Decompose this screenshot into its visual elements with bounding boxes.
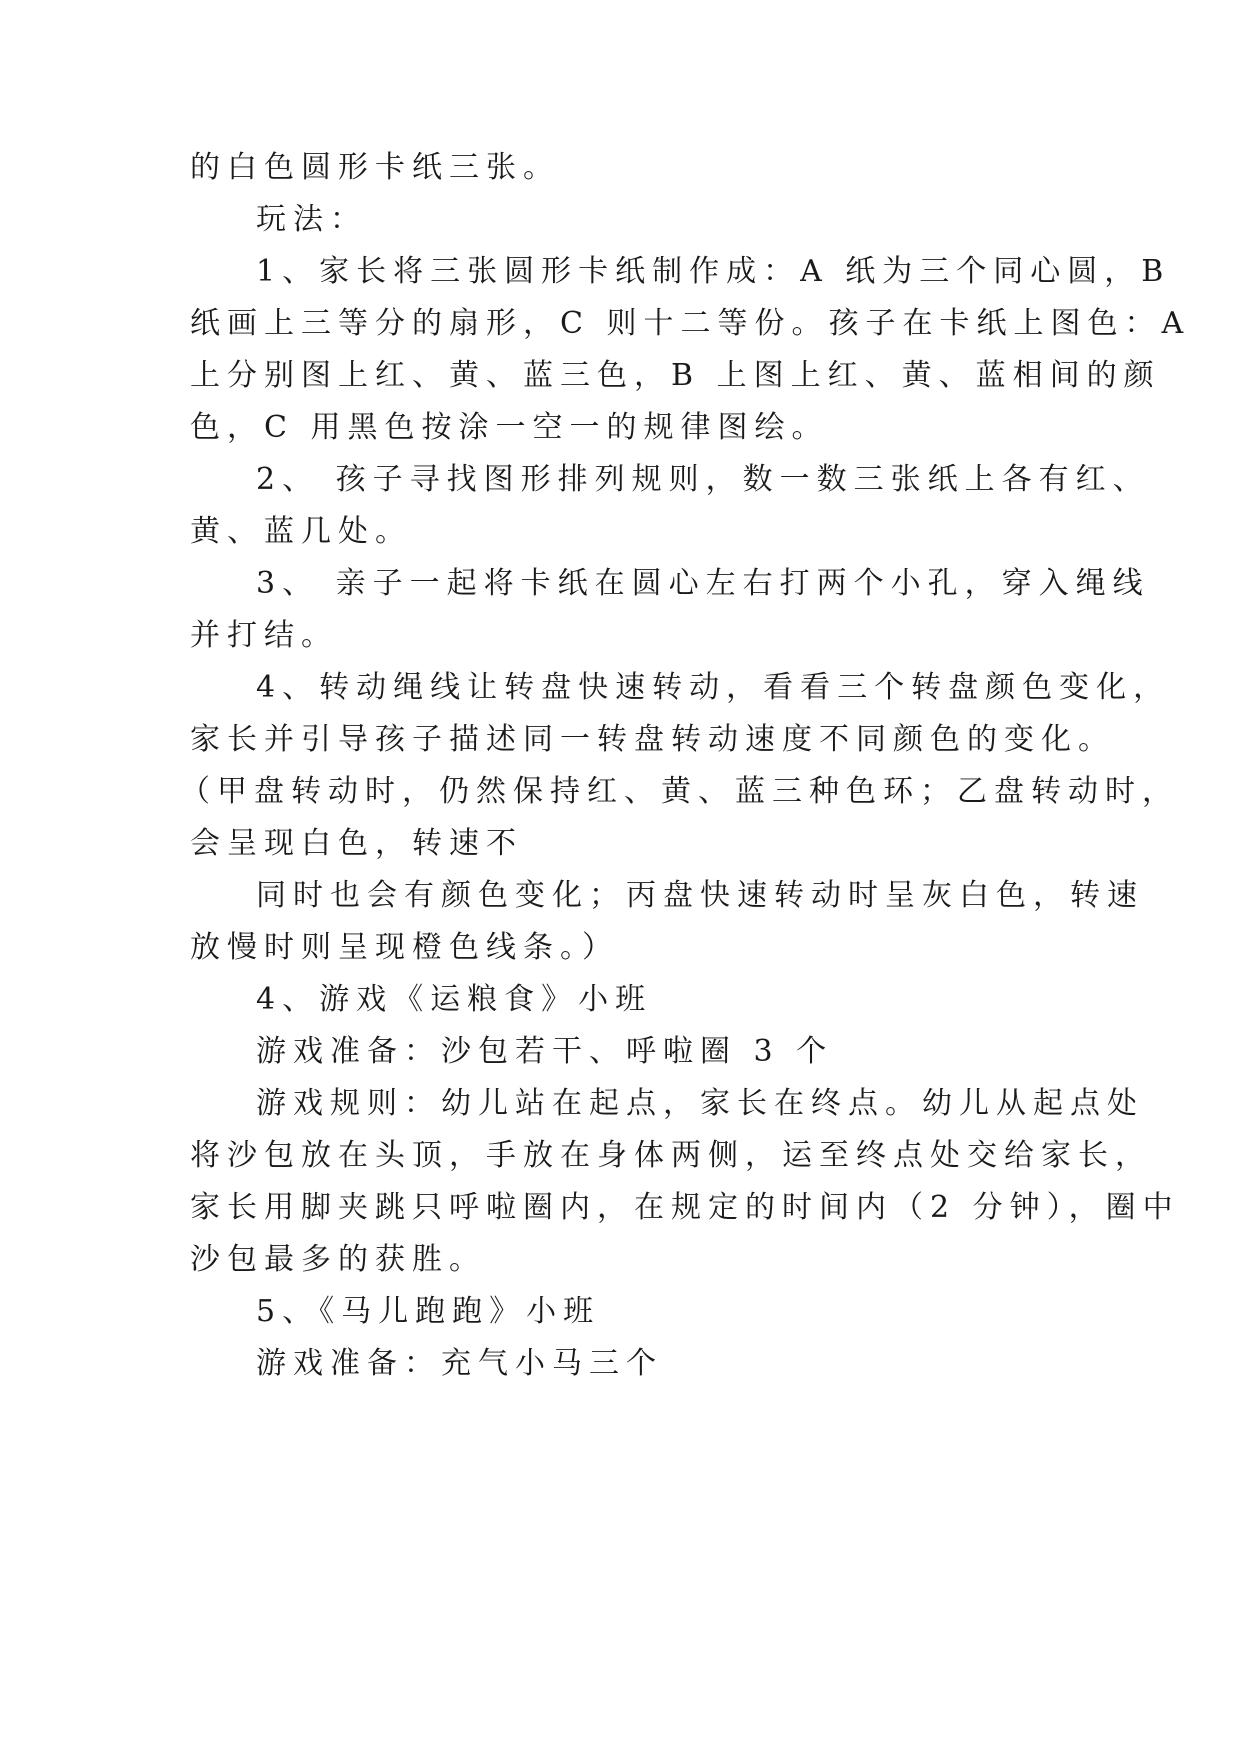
section-heading-gameplay: 玩法： (256, 202, 367, 237)
text-line: 家长并引导孩子描述同一转盘转动速度不同颜色的变化。 (190, 722, 1115, 757)
text-line: 沙包最多的获胜。 (190, 1242, 486, 1277)
text-line: 1、家长将三张圆形卡纸制作成：A 纸为三个同心圆，B (256, 254, 1171, 289)
text-line: 并打结。 (190, 618, 338, 653)
section-heading-game-5: 5、《马儿跑跑》小班 (256, 1294, 601, 1329)
text-line: 将沙包放在头顶，手放在身体两侧，运至终点处交给家长， (190, 1138, 1152, 1173)
text-line: （甲盘转动时，仍然保持红、黄、蓝三种色环；乙盘转动时， (180, 774, 1179, 809)
text-line: 纸画上三等分的扇形，C 则十二等份。孩子在卡纸上图色：A (190, 306, 1191, 341)
text-line: 3、 亲子一起将卡纸在圆心左右打两个小孔，穿入绳线 (256, 566, 1150, 601)
text-line: 的白色圆形卡纸三张。 (190, 150, 560, 185)
text-line: 游戏准备：沙包若干、呼啦圈 3 个 (256, 1034, 834, 1069)
text-line: 2、 孩子寻找图形排列规则，数一数三张纸上各有红、 (256, 462, 1150, 497)
text-line: 色，C 用黑色按涂一空一的规律图绘。 (190, 410, 829, 445)
section-heading-game-4: 4、游戏《运粮食》小班 (256, 982, 653, 1017)
text-line: 会呈现白色，转速不 (190, 826, 523, 861)
text-line: 4、转动绳线让转盘快速转动，看看三个转盘颜色变化， (256, 670, 1171, 705)
text-line: 游戏规则：幼儿站在起点，家长在终点。幼儿从起点处 (256, 1086, 1144, 1121)
text-line: 同时也会有颜色变化；丙盘快速转动时呈灰白色，转速 (256, 878, 1144, 913)
text-line: 上分别图上红、黄、蓝三色，B 上图上红、黄、蓝相间的颜 (190, 358, 1161, 393)
text-line: 游戏准备：充气小马三个 (256, 1346, 663, 1381)
text-line: 黄、蓝几处。 (190, 514, 412, 549)
text-line: 放慢时则呈现橙色线条。） (190, 930, 619, 965)
text-line: 家长用脚夹跳只呼啦圈内，在规定的时间内（2 分钟），圈中 (190, 1190, 1180, 1225)
